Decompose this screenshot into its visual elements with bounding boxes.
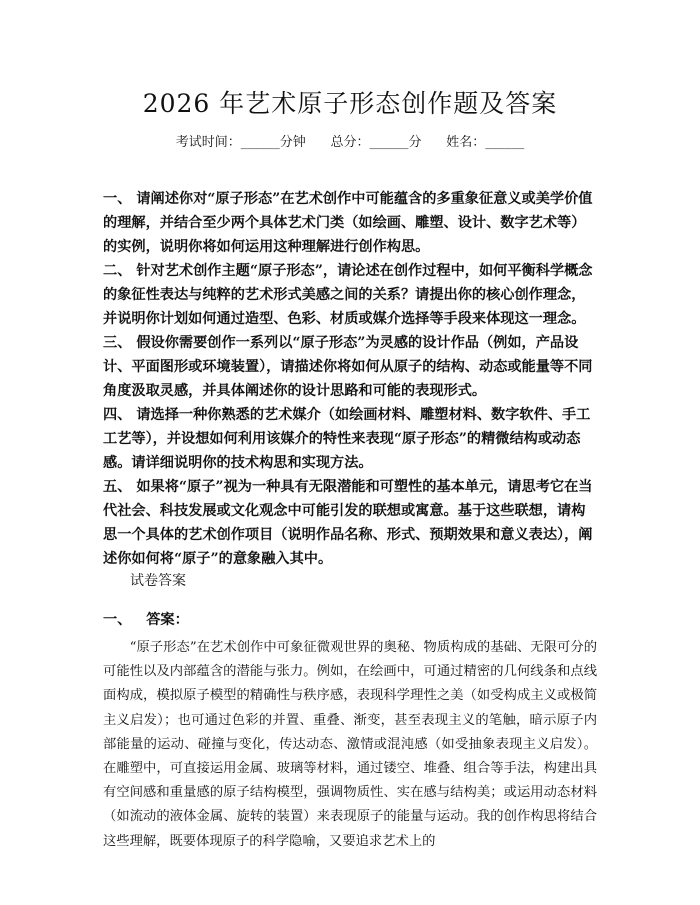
answer-heading: 一、 答案： [103, 612, 189, 628]
question-5: 五、 如果将“原子”视为一种具有无限潜能和可塑性的基本单元，请思考它在当代社会、科技发展或文化观念中可能引发的联想或寓意。基于这些联想，请构思一个具体的艺术创作项目（说明作品名称、形式、预期效果和意义表达），阐述你如何将“原子”的意象融入其中。 [103, 479, 593, 567]
question-4: 四、 请选择一种你熟悉的艺术媒介（如绘画材料、雕塑材料、数字软件、手工工艺等），并设想如何利用该媒介的特性来表现“原子形态”的精微结构或动态感。请详细说明你的技术构思和实现方法。 [103, 407, 591, 471]
answer-section-title: 试卷答案 [130, 573, 186, 589]
question-2: 二、 针对艺术创作主题“原子形态”，请论述在创作过程中，如何平衡科学概念的象征性表达与纯粹的艺术形式美感之间的关系？请提出你的核心创作理念，并说明你计划如何通过造型、色彩、材质或媒介选择等手段来体现这一理念。 [103, 263, 593, 327]
exam-info-line: 考试时间：______分钟 总分：______分 姓名：______ [175, 135, 525, 150]
page-title: 2026 年艺术原子形态创作题及答案 [142, 89, 558, 118]
question-1: 一、 请阐述你对“原子形态”在艺术创作中可能蕴含的多重象征意义或美学价值的理解，并结合至少两个具体艺术门类（如绘画、雕塑、设计、数字艺术等）的实例，说明你将如何运用这种理解进行创作构思。 [103, 191, 593, 255]
answer-text: “原子形态”在艺术创作中可象征微观世界的奥秘、物质构成的基础、无限可分的可能性以及内部蕴含的潜能与张力。例如，在绘画中，可通过精密的几何线条和点线面构成，模拟原子模型的精确性与秩序感，表现科学理性之美（如受构成主义或极简主义启发）；也可通过色彩的并置、重叠、渐变，甚至表现主义的笔触，暗示原子内部能量的运动、碰撞与变化，传达动态、激情或混沌感（如受抽象表现主义启发）。在雕塑中，可直接运用金属、玻璃等材料，通过镂空、堆叠、组合等手法，构建出具有空间感和重量感的原子结构模型，强调物质性、实在感与结构美；或运用动态材料（如流动的液体金属、旋转的装置）来表现原子的能量与运动。我的创作构思将结合这些理解，既要体现原子的科学隐喻，又要追求艺术上的 [103, 640, 597, 849]
question-3: 三、 假设你需要创作一系列以“原子形态”为灵感的设计作品（例如，产品设计、平面图形或环境装置），请描述你将如何从原子的结构、动态或能量等不同角度汲取灵感，并具体阐述你的设计思路和可能的表现形式。 [103, 335, 593, 399]
